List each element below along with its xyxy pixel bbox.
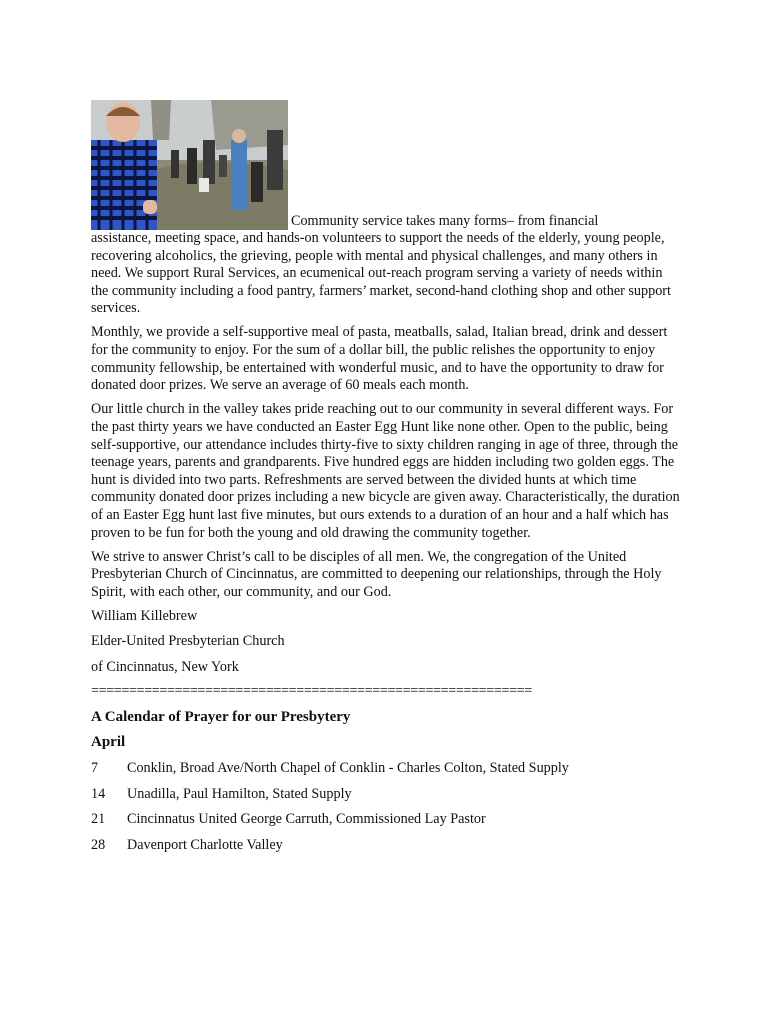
calendar-text: Davenport Charlotte Valley [127,837,283,854]
easter-egg-hunt-photo [91,100,288,230]
document-body [91,100,681,863]
intro-first-line: Community service takes many forms– from financial [291,213,599,230]
calendar-day: 7 [91,759,99,776]
calendar-heading: A Calendar of Prayer for our Presbytery [91,708,351,725]
easter-paragraph: Our little church in the valley takes pride reaching out to our community in several different ways. For the past thirty years we have conducted an Easter Egg Hunt like none other. Open to the public, being self-supportive, our attendance includes thirty-five to sixty children ranging in age of three, through the teenage years, parents and grandparents. Five hundred eggs are hidden including two golden eggs. The hunt is divided into two parts. Refreshments are served between the divided hunts at which time community donated door prizes including a new bicycle are given away. Characteristically, the duration of an Easter Egg hunt last five minutes, but ours extends to a duration of an hour and a half which has proven to be fun for both the young and old drawing the community together. [91,401,680,541]
signature-title: Elder-United Presbyterian Church [91,633,285,650]
calendar-text: Conklin, Broad Ave/North Chapel of Conklin - Charles Colton, Stated Supply [127,759,569,776]
calendar-month: April [91,734,126,751]
calendar-day: 21 [91,811,106,828]
calendar-entry [91,760,681,778]
calendar-day: 14 [91,785,106,802]
calendar-entry [91,837,681,855]
photo-row [91,100,681,230]
separator-line: ========================================================== [91,683,532,700]
meals-paragraph: Monthly, we provide a self-supportive meal of pasta, meatballs, salad, Italian bread, drink and dessert for the community to enjoy. For the sum of a dollar bill, the public relishes the opportunity to enjoy community fellowship, be entertained with wonderful music, and to have the opportunity to draw for donated door prizes. We serve an average of 60 meals each month. [91,324,668,394]
intro-paragraph: assistance, meeting space, and hands-on volunteers to support the needs of the elderly, young people, recovering alcoholics, the grieving, people with mental and physical challenges, and many others in need. We support Rural Services, an ecumenical out-reach program serving a variety of needs within the community including a food pantry, farmers’ market, second-hand clothing shop and other support services. [91,230,671,317]
calendar-text: Cincinnatus United George Carruth, Commissioned Lay Pastor [127,811,486,828]
calendar-entry [91,786,681,804]
calendar-entry [91,811,681,829]
calendar-text: Unadilla, Paul Hamilton, Stated Supply [127,785,352,802]
signature-location: of Cincinnatus, New York [91,658,239,675]
calendar-day: 28 [91,837,106,854]
signature-name: William Killebrew [91,607,198,624]
mission-paragraph: We strive to answer Christ’s call to be disciples of all men. We, the congregation of the United Presbyterian Church of Cincinnatus, are committed to deepening our relationships, through the Holy Spirit, with each other, our community, and our God. [91,548,662,600]
